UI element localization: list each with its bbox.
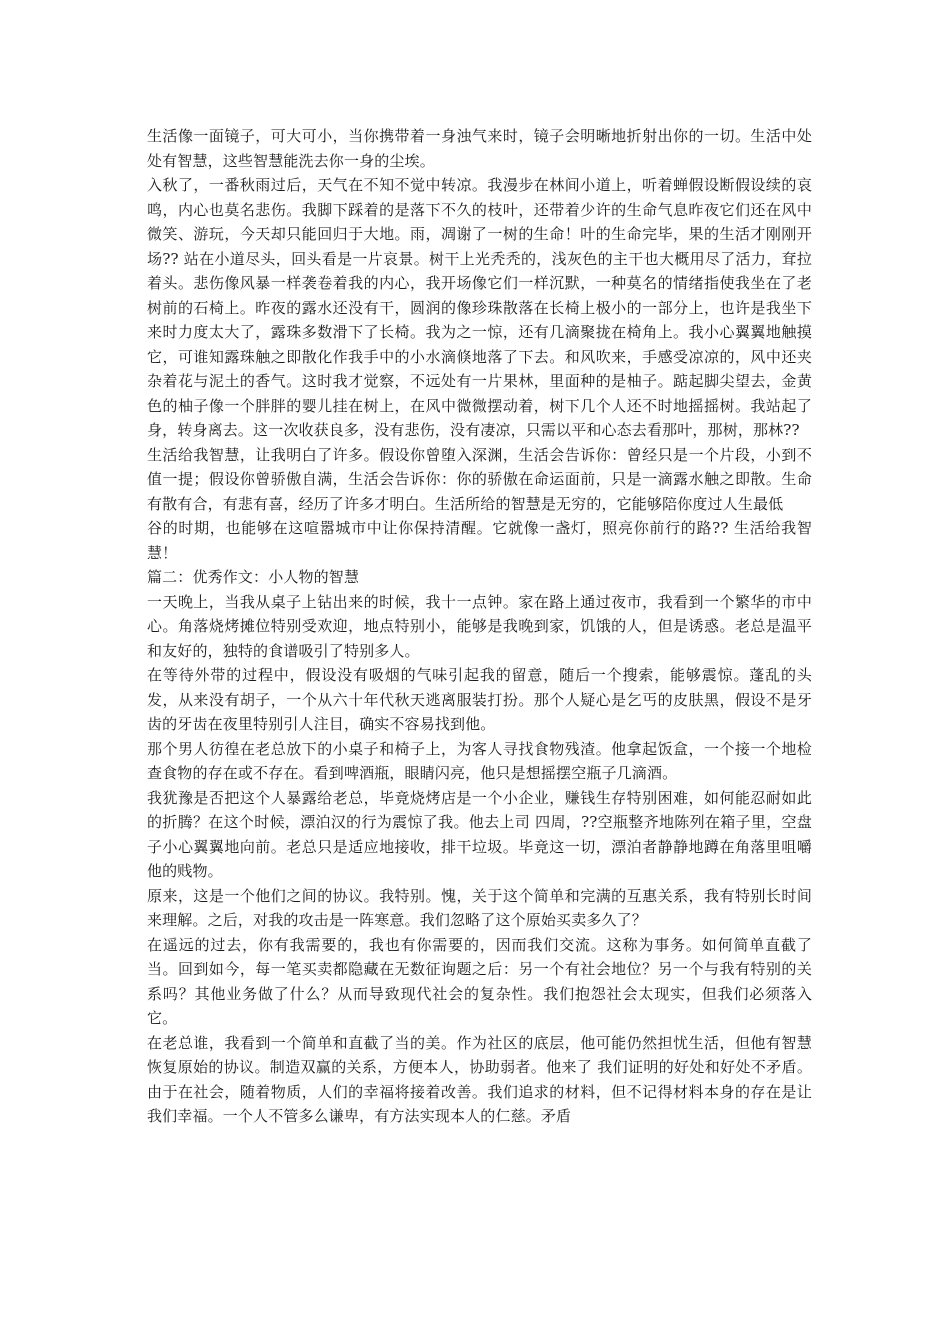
paragraph-past-exchange: 在遥远的过去，你有我需要的，我也有你需要的，因而我们交流。这称为事务。如何简单直截了当。回到如今，每一笔买卖都隐藏在无数征询题之后：另一个有社会地位？另一个与我有特别的关系吗？其他业务做了什么？从而导致现代社会的复杂性。我们抱怨社会太现实，但我们必须落入它。 [147, 935, 812, 1027]
paragraph-night-market: 一天晚上，当我从桌子上钻出来的时候，我十一点钟。家在路上通过夜市，我看到一个繁华的市中心。角落烧烤摊位特别受欢迎，地点特别小，能够是我晚到家，饥饿的人，但是诱惑。老总是温平和友好的，独特的食谱吸引了特别多人。 [147, 592, 812, 660]
paragraph-intro: 生活像一面镜子，可大可小，当你携带着一身浊气来时，镜子会明晰地折射出你的一切。生活中处处有智慧，这些智慧能洗去你一身的尘埃。 [147, 127, 812, 170]
paragraph-agreement: 原来，这是一个他们之间的协议。我特别。愧，关于这个简单和完满的互惠关系，我有特别长时间来理解。之后，对我的攻击是一阵寒意。我们忽略了这个原始买卖多久了？ [147, 886, 812, 929]
paragraph-autumn: 入秋了，一番秋雨过后，天气在不知不觉中转凉。我漫步在林间小道上，听着蝉假设断假设续的哀鸣，内心也莫名悲伤。我脚下踩着的是落下不久的枝叶，还带着少许的生命气息昨夜它们还在风中微笑、游玩，今天却只能回归于大地。雨，凋谢了一树的生命！叶的生命完毕，果的生活才刚刚开场?? 站在小道尽头，回头看是一片哀景。树干上光秃秃的，浅灰色的主干也大概用尽了活力，耷拉着头。悲伤像风暴一样袭卷着我的内心，我开场像它们一样沉默，一种莫名的情绪指使我坐在了老树前的石椅上。昨夜的露水还没有干，圆润的像珍珠散落在长椅上极小的一部分上，也许是我坐下来时力度太大了，露珠多数滑下了长椅。我为之一惊，还有几滴聚拢在椅角上。我小心翼翼地触摸它，可谁知露珠触之即散化作我手中的小水滴倏地落了下去。和风吹来，手感受凉凉的，风中还夹杂着花与泥土的香气。这时我才觉察，不远处有一片果林，里面种的是柚子。踮起脚尖望去，金黄色的柚子像一个胖胖的婴儿挂在树上，在风中微微摆动着，树下几个人还不时地摇摇树。我站起了身，转身离去。这一次收获良多，没有悲伤，没有凄凉，只需以平和心态去看那叶，那树，那林?? [147, 176, 812, 439]
paragraph-life-wisdom: 生活给我智慧，让我明白了许多。假设你曾堕入深渊，生活会告诉你：曾经只是一个片段，小到不值一提；假设你曾骄傲自满，生活会告诉你：你的骄傲在命运面前，只是一滴露水触之即散。生命有散有合，有悲有喜，经历了许多才明白。生活所给的智慧是无穷的，它能够陪你度过人生最低 [147, 445, 812, 513]
paragraph-hesitation: 我犹豫是否把这个人暴露给老总，毕竟烧烤店是一个小企业，赚钱生存特别困难，如何能忍耐如此的折腾？在这个时候，漂泊汉的行为震惊了我。他去上司 四周，??空瓶整齐地陈列在箱子里，空盘子小心翼翼地向前。老总只是适应地接收，排干垃圾。毕竟这一切，漂泊者静静地蹲在角落里咀嚼他的贱物。 [147, 788, 812, 880]
paragraph-life-wisdom-continued: 谷的时期，也能够在这喧嚣城市中让你保持清醒。它就像一盏灯，照亮你前行的路?? 生活给我智慧！ [147, 519, 812, 562]
document-body [147, 124, 812, 1129]
paragraph-man-searching: 那个男人彷徨在老总放下的小桌子和椅子上，为客人寻找食物残渣。他拿起饭盒，一个接一个地检查食物的存在或不存在。看到啤酒瓶，眼睛闪亮，他只是想摇摆空瓶子几滴酒。 [147, 739, 812, 782]
paragraph-waiting: 在等待外带的过程中，假设没有吸烟的气味引起我的留意，随后一个搜索，能够震惊。蓬乱的头发，从来没有胡子，一个从六十年代秋天逃离服装打扮。那个人疑心是乞丐的皮肤黑，假设不是牙齿的牙齿在夜里特别引人注目，确实不容易找到他。 [147, 666, 812, 733]
section-heading: 篇二：优秀作文：小人物的智慧 [147, 568, 360, 586]
paragraph-simple-beauty: 在老总谁，我看到一个简单和直截了当的美。作为社区的底层，他可能仍然担忧生活，但他有智慧恢复原始的协议。制造双赢的关系，方便本人，协助弱者。他来了 我们证明的好处和好处不矛盾。由于在社会，随着物质，人们的幸福将接着改善。我们追求的材料，但不记得材料本身的存在是让我们幸福。一个人不管多么谦卑，有方法实现本人的仁慈。矛盾 [147, 1033, 812, 1125]
